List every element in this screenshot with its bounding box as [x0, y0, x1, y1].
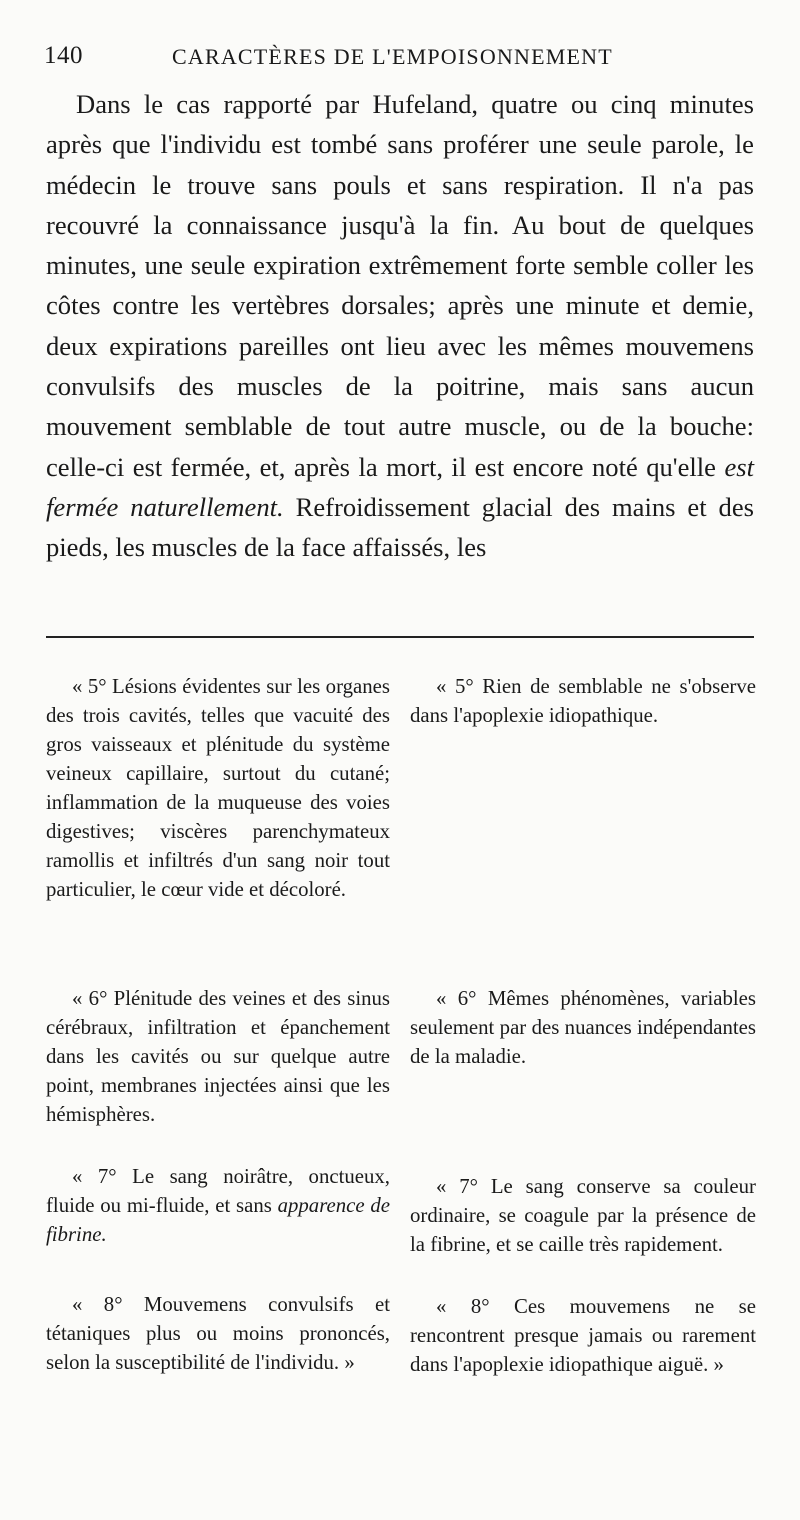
main-text-italic: est fermée naturellement. — [46, 451, 754, 522]
footnote-divider — [46, 636, 754, 638]
main-paragraph — [46, 84, 754, 568]
page-header — [44, 40, 756, 76]
left-item-7-italic: apparence de fibrine. — [46, 1194, 391, 1246]
right-column — [410, 672, 756, 1392]
page-number: 140 — [44, 42, 83, 69]
left-item-6: « 6° Plénitude des veines et des sinus cérébraux, infiltration et épanchement dans les cavités ou sur quelque autre point, membranes injectées ainsi que les hémisphères. — [46, 987, 390, 1126]
running-head: CARACTÈRES DE L'EMPOISONNEMENT — [172, 44, 613, 69]
right-item-6: « 6° Mêmes phénomènes, variables seulement par des nuances indépendantes de la maladie. — [410, 987, 756, 1068]
main-text-start: Dans le cas rapporté par Hufeland, quatre ou cinq minutes après que l'individu est tombé sans proférer une seule parole, le médecin le trouve sans pouls et sans respiration. Il n'a pas recouvré la connaissance jusqu'à la fin. Au bout de quelques minutes, une seule expiration extrêmement forte semble coller les côtes contre les vertèbres dorsales; après une minute et demie, deux expirations pareilles ont lieu avec les mêmes mouvemens convulsifs des muscles de la poitrine, mais sans aucun mouvement semblable de tout autre muscle, ou de la bouche: celle-ci est fermée, et, après la mort, il est encore noté qu'elle — [46, 89, 754, 482]
left-item-8: « 8° Mouvemens convulsifs et tétaniques plus ou moins prononcés, selon la susceptibilité de l'individu. » — [46, 1293, 390, 1374]
right-item-7: « 7° Le sang conserve sa couleur ordinaire, se coagule par la présence de la fibrine, et se caille très rapidement. — [410, 1175, 756, 1256]
left-column — [46, 672, 390, 1392]
right-item-8: « 8° Ces mouvemens ne se rencontrent presque jamais ou rarement dans l'apoplexie idiopathique aiguë. » — [410, 1295, 756, 1376]
left-item-7-text: « 7° Le sang noirâtre, onctueux, fluide ou mi-fluide, et sans — [46, 1165, 390, 1217]
right-item-5: « 5° Rien de semblable ne s'observe dans l'apoplexie idiopathique. — [410, 675, 756, 727]
left-item-5: « 5° Lésions évidentes sur les organes des trois cavités, telles que vacuité des gros vaisseaux et plénitude du système veineux capillaire, surtout du cutané; inflammation de la muqueuse des voies digestives; viscères parenchymateux ramollis et infiltrés d'un sang noir tout particulier, le cœur vide et décoloré. — [46, 675, 390, 901]
main-text-end: Refroidissement glacial des mains et des pieds, les muscles de la face affaissés, les — [46, 491, 754, 563]
left-item-7 — [46, 1162, 390, 1249]
